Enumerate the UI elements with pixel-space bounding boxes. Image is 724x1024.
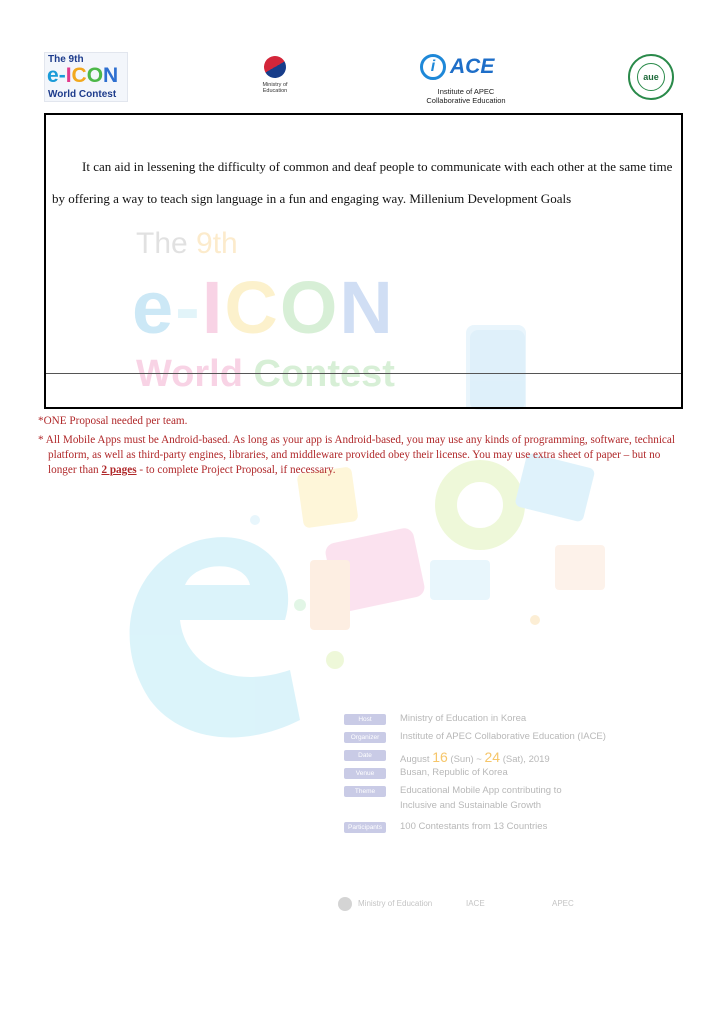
econ-logo-wordmark: e-ICON bbox=[47, 64, 119, 87]
poster-badge: Participants bbox=[344, 822, 386, 833]
poster-value: Busan, Republic of Korea bbox=[400, 767, 508, 778]
footer-logo-ministry: Ministry of Education bbox=[358, 899, 433, 908]
content-divider bbox=[46, 373, 681, 374]
poster-row-theme-cont bbox=[344, 802, 644, 820]
university-seal-inner bbox=[637, 63, 665, 91]
poster-dot-2 bbox=[326, 651, 344, 669]
footer-logo-iace: IACE bbox=[466, 899, 485, 908]
poster-value: August 16 (Sun) ~ 24 (Sat), 2019 bbox=[400, 749, 550, 765]
poster-info-table bbox=[344, 712, 644, 838]
poster-row-host bbox=[344, 712, 644, 730]
poster-value: Inclusive and Sustainable Growth bbox=[400, 800, 541, 811]
watermark-world-contest: World Contest bbox=[136, 353, 395, 395]
university-seal-logo bbox=[628, 54, 674, 100]
iace-ring-icon: i bbox=[420, 54, 446, 80]
poster-value: Ministry of Education in Korea bbox=[400, 713, 527, 724]
note-one-proposal: *ONE Proposal needed per team. bbox=[38, 415, 188, 427]
poster-badge: Host bbox=[344, 714, 386, 725]
poster-dot-4 bbox=[250, 515, 260, 525]
poster-big-e-shape bbox=[130, 537, 300, 737]
poster-value: Educational Mobile App contributing to bbox=[400, 785, 562, 796]
poster-badge: Venue bbox=[344, 768, 386, 779]
watermark-the-9th: The 9th bbox=[136, 227, 238, 260]
note-page-limit: 2 pages bbox=[101, 464, 137, 476]
poster-footer-logos bbox=[338, 895, 618, 913]
poster-block-peach bbox=[555, 545, 605, 590]
proposal-paragraph: It can aid in lessening the difficulty of common and deaf people to communicate with each other at the same time by offering a way to teach sign language in a fun and engaging way. Millenium Development Goals bbox=[52, 159, 673, 206]
university-seal-mark: aue bbox=[643, 72, 659, 82]
poster-big-e-bar bbox=[185, 566, 250, 585]
poster-value: 100 Contestants from 13 Countries bbox=[400, 821, 548, 832]
poster-dot-1 bbox=[294, 599, 306, 611]
poster-row-participants bbox=[344, 820, 644, 838]
watermark-phone-shape bbox=[466, 325, 526, 409]
econ-logo-line1: The 9th bbox=[48, 54, 84, 65]
ministry-emblem-icon bbox=[338, 897, 352, 911]
econ-logo-line3: World Contest bbox=[48, 89, 117, 100]
poster-block-pink bbox=[324, 526, 427, 613]
poster-dot-3 bbox=[530, 615, 540, 625]
proposal-notes bbox=[38, 414, 686, 482]
watermark-econ: e-ICON bbox=[132, 266, 395, 349]
poster-badge: Organizer bbox=[344, 732, 386, 743]
iace-logo-subtitle: Institute of APEC Collaborative Education bbox=[426, 87, 506, 105]
poster-block-blue2 bbox=[430, 560, 490, 600]
poster-badge: Theme bbox=[344, 786, 386, 797]
iace-logo bbox=[418, 52, 512, 104]
poster-badge: Date bbox=[344, 750, 386, 761]
proposal-content-box bbox=[44, 113, 683, 409]
poster-row-organizer bbox=[344, 730, 644, 748]
poster-value: Institute of APEC Collaborative Education (IACE) bbox=[400, 731, 606, 742]
taegeuk-emblem-icon bbox=[260, 52, 290, 82]
footer-logo-apec: APEC bbox=[552, 899, 574, 908]
ministry-logo-text: Ministry of Education bbox=[262, 82, 288, 94]
ministry-of-education-logo bbox=[256, 56, 294, 102]
poster-row-venue bbox=[344, 766, 644, 784]
econ-world-contest-logo bbox=[44, 52, 128, 102]
iace-logo-name: ACE bbox=[450, 55, 495, 78]
poster-block-orange bbox=[310, 560, 350, 630]
poster-row-date bbox=[344, 748, 644, 766]
note-android-based: * All Mobile Apps must be Android-based. As long as your app is Android-based, you may use any kinds of programming, software, technical platform, as well as third-party engines, libraries, and middleware provided obey their license. You may use extra sheet of paper – but no longer than 2 pages - to complete Project Proposal, if necessary. bbox=[38, 434, 675, 476]
